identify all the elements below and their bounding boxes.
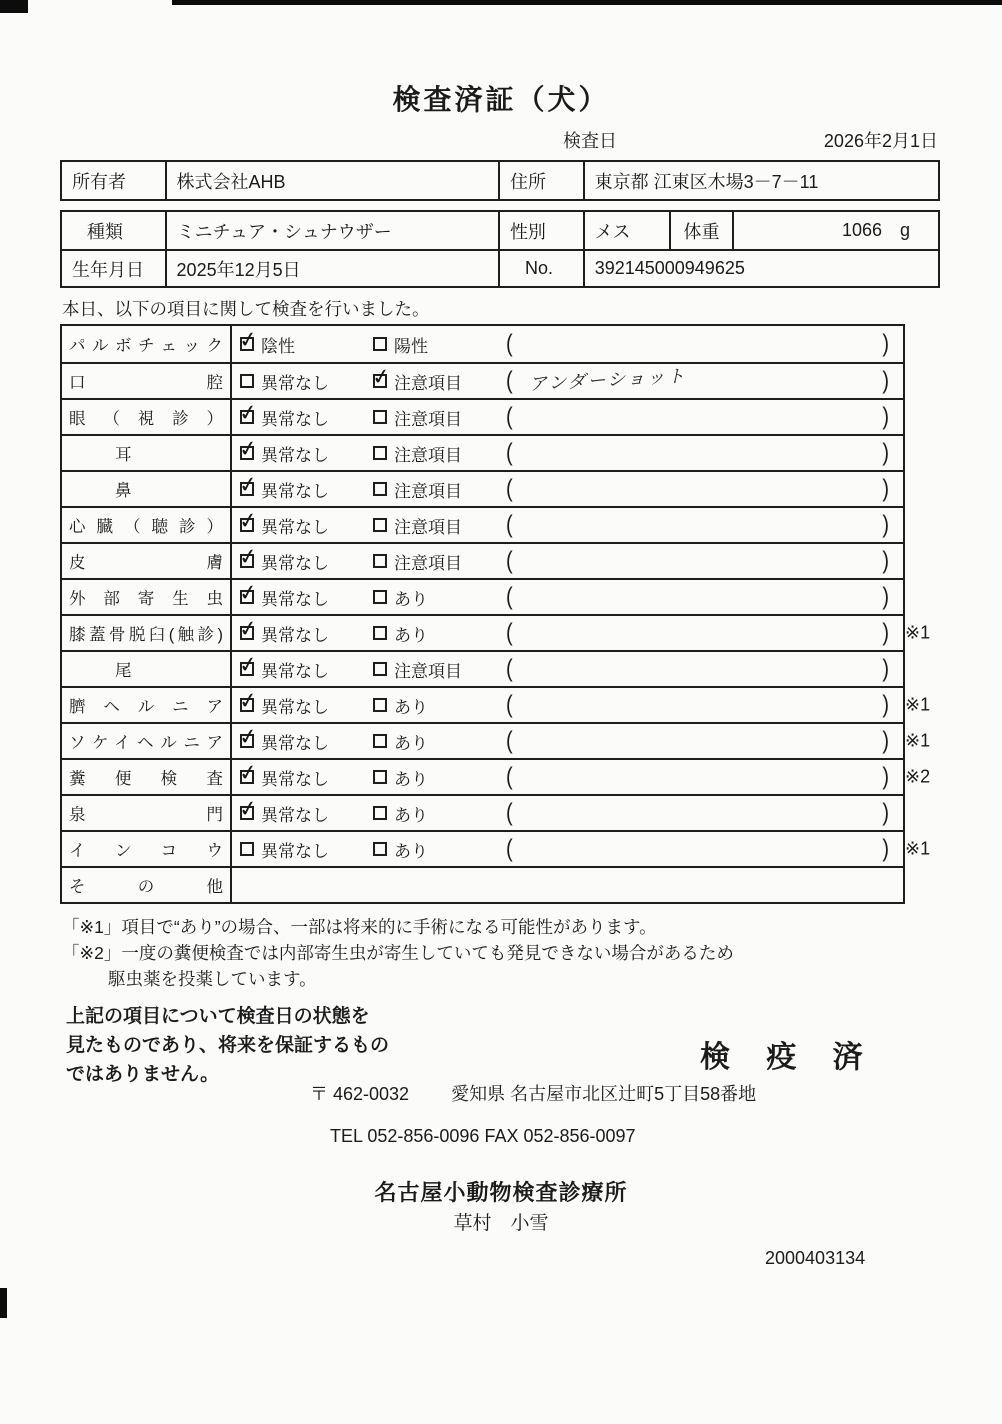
option-2 (373, 332, 506, 357)
reference-mark: ※1 (905, 838, 931, 859)
item-content-cell (232, 508, 903, 542)
paren-close-icon: ) (882, 762, 889, 791)
checkbox-icon (240, 770, 254, 784)
inspection-row (62, 542, 903, 578)
item-content-cell (232, 868, 903, 902)
item-content-cell (232, 326, 903, 362)
option-1 (240, 549, 373, 574)
inspection-row (62, 650, 903, 686)
item-name-cell (62, 472, 232, 506)
item-name: その他 (69, 878, 223, 896)
option-1 (240, 513, 373, 538)
option-1-label: 異常なし (261, 805, 329, 825)
inspection-row (62, 722, 931, 758)
owner-row (62, 162, 938, 199)
inspection-row (62, 830, 931, 866)
remarks-area (506, 329, 903, 358)
option-2 (373, 549, 506, 574)
option-2-label: 陽性 (394, 336, 428, 356)
paren-open-icon: ( (506, 546, 513, 575)
breed-row (62, 212, 938, 249)
inspection-row (62, 326, 903, 362)
animal-table (60, 210, 940, 288)
checkbox-icon (373, 410, 387, 424)
checkbox-icon (373, 626, 387, 640)
option-2-label: 注意項目 (394, 517, 462, 537)
quarantine-stamp: 検 疫 済 (700, 1041, 877, 1074)
remarks-area (506, 546, 903, 575)
option-1 (240, 729, 373, 754)
checkbox-icon (240, 626, 254, 640)
item-name-cell (62, 724, 232, 758)
remarks-area (506, 402, 903, 431)
page-title: 検査済証（犬） (392, 84, 610, 115)
paren-open-icon: ( (506, 762, 513, 791)
option-2 (373, 729, 506, 754)
clinic-address-line (310, 1080, 756, 1106)
option-1 (240, 332, 373, 357)
item-name: 口腔 (69, 374, 223, 392)
option-2 (373, 765, 506, 790)
checkbox-icon (240, 842, 254, 856)
inspection-row (62, 866, 903, 902)
option-1-label: 異常なし (261, 553, 329, 573)
remarks-area (506, 690, 903, 719)
paren-close-icon: ) (882, 690, 889, 719)
remarks-area (506, 438, 903, 467)
address-label: 住所 (500, 162, 585, 199)
option-2-label: 注意項目 (394, 445, 462, 465)
checkbox-icon (373, 337, 387, 351)
option-1-label: 異常なし (261, 409, 329, 429)
option-1-label: 陰性 (261, 336, 295, 356)
option-2-label: 注意項目 (394, 553, 462, 573)
inspection-row (62, 794, 903, 830)
item-content-cell (232, 832, 903, 866)
weight-label: 体重 (671, 212, 734, 249)
option-2-label: 注意項目 (394, 373, 462, 393)
paren-close-icon: ) (882, 510, 889, 539)
option-1 (240, 621, 373, 646)
footnote-1: 「※1」項目で“あり”の場合、一部は将来的に手術になる可能性があります。 (62, 917, 657, 937)
checkbox-icon (240, 410, 254, 424)
paren-open-icon: ( (506, 402, 513, 431)
item-content-cell (232, 688, 903, 722)
option-1 (240, 477, 373, 502)
item-content-cell (232, 364, 903, 398)
item-name-cell (62, 544, 232, 578)
checkbox-icon (373, 662, 387, 676)
option-2-label: あり (394, 697, 428, 717)
checkbox-icon (373, 734, 387, 748)
handwritten-note: アンダーショット (528, 365, 687, 395)
item-name-cell (62, 832, 232, 866)
paren-close-icon: ) (882, 474, 889, 503)
option-2-label: あり (394, 769, 428, 789)
option-2 (373, 513, 506, 538)
breed-label: 種類 (62, 212, 167, 249)
item-name: 心臓（聴診） (69, 518, 223, 536)
item-name-cell (62, 616, 232, 650)
option-1-label: 異常なし (261, 481, 329, 501)
paren-close-icon: ) (882, 582, 889, 611)
item-name-cell (62, 400, 232, 434)
checkbox-icon (240, 590, 254, 604)
option-2-label: 注意項目 (394, 481, 462, 501)
disclaimer-line-3: ではありません。 (66, 1064, 220, 1085)
inspection-table (60, 324, 931, 904)
option-1-label: 異常なし (261, 733, 329, 753)
item-name: 耳 (115, 446, 132, 464)
no-label: No. (500, 251, 585, 286)
item-name: ソケイヘルニア (69, 734, 223, 752)
option-1 (240, 837, 373, 862)
checkbox-icon (373, 770, 387, 784)
checkbox-icon (373, 518, 387, 532)
option-1-label: 異常なし (261, 841, 329, 861)
disclaimer-line-2: 見たものであり、将来を保証するもの (66, 1035, 390, 1056)
item-name-cell (62, 436, 232, 470)
paren-open-icon: ( (506, 798, 513, 827)
paren-close-icon: ) (882, 366, 889, 395)
checkbox-icon (373, 374, 387, 388)
item-name: 尾 (115, 662, 132, 680)
option-2-label: あり (394, 625, 428, 645)
reference-mark: ※2 (905, 766, 931, 787)
paren-open-icon: ( (506, 834, 513, 863)
clinic-address: 愛知県 名古屋市北区辻町5丁目58番地 (451, 1084, 757, 1104)
option-1-label: 異常なし (261, 373, 329, 393)
checkbox-icon (240, 518, 254, 532)
checkbox-icon (240, 734, 254, 748)
checkbox-icon (373, 806, 387, 820)
inspection-row (62, 506, 903, 542)
option-1 (240, 657, 373, 682)
inspection-date-label: 検査日 (563, 131, 617, 151)
option-2-label: あり (394, 841, 428, 861)
inspection-date-value: 2026年2月1日 (823, 131, 938, 151)
item-content-cell (232, 796, 903, 830)
checkbox-icon (240, 374, 254, 388)
option-1 (240, 801, 373, 826)
remarks-area (506, 365, 903, 395)
item-name-cell (62, 326, 232, 362)
checkbox-icon (240, 446, 254, 460)
checkbox-icon (373, 590, 387, 604)
remarks-area (506, 834, 903, 863)
no-value: 392145000949625 (594, 258, 745, 278)
owner-label: 所有者 (62, 162, 167, 199)
item-name: パルボチェック (69, 337, 223, 355)
paren-close-icon: ) (882, 546, 889, 575)
item-name: インコウ (69, 842, 223, 860)
item-name-cell (62, 760, 232, 794)
item-name-cell (62, 796, 232, 830)
footnote-3: 駆虫薬を投薬しています。 (108, 969, 317, 989)
reference-mark: ※1 (905, 730, 931, 751)
checkbox-icon (240, 698, 254, 712)
item-name: 糞便検査 (69, 770, 223, 788)
item-name: 臍ヘルニア (69, 698, 223, 716)
option-1 (240, 693, 373, 718)
option-1-label: 異常なし (261, 589, 329, 609)
scan-artifact-corner (0, 0, 28, 13)
veterinarian-name: 草村 小雪 (453, 1213, 549, 1234)
remarks-area (506, 618, 903, 647)
checkbox-icon (240, 482, 254, 496)
paren-close-icon: ) (882, 798, 889, 827)
item-content-cell (232, 436, 903, 470)
owner-value: 株式会社AHB (167, 162, 500, 199)
owner-table (60, 160, 940, 201)
paren-open-icon: ( (506, 726, 513, 755)
item-content-cell (232, 544, 903, 578)
paren-open-icon: ( (506, 366, 513, 395)
paren-close-icon: ) (882, 618, 889, 647)
option-2 (373, 693, 506, 718)
item-name: 眼（視診） (69, 410, 223, 428)
footnote-2: 「※2」一度の糞便検査では内部寄生虫が寄生していても発見できない場合があるため (62, 943, 734, 963)
paren-close-icon: ) (882, 438, 889, 467)
inspection-row (62, 758, 931, 794)
item-name: 泉門 (69, 806, 223, 824)
checkbox-icon (373, 482, 387, 496)
paren-open-icon: ( (506, 438, 513, 467)
paren-open-icon: ( (506, 654, 513, 683)
reference-mark: ※1 (905, 622, 931, 643)
item-name-cell (62, 580, 232, 614)
remarks-area (506, 654, 903, 683)
remarks-area (506, 762, 903, 791)
item-content-cell (232, 616, 903, 650)
item-name: 外部寄生虫 (69, 590, 223, 608)
weight-unit: g (899, 220, 910, 240)
remarks-area (506, 510, 903, 539)
option-2-label: 注意項目 (394, 409, 462, 429)
checkbox-icon (240, 806, 254, 820)
serial-number: 2000403134 (765, 1248, 866, 1268)
remarks-area (506, 474, 903, 503)
item-content-cell (232, 580, 903, 614)
inspection-row (62, 434, 903, 470)
disclaimer-line-1: 上記の項目について検査日の状態を (66, 1006, 370, 1027)
reference-mark: ※1 (905, 694, 931, 715)
item-name-cell (62, 652, 232, 686)
checkbox-icon (240, 554, 254, 568)
option-2 (373, 477, 506, 502)
inspection-row (62, 686, 931, 722)
checkbox-icon (373, 554, 387, 568)
paren-open-icon: ( (506, 510, 513, 539)
weight-value: 1066 (841, 220, 882, 240)
option-1 (240, 405, 373, 430)
clinic-name: 名古屋小動物検査診療所 (374, 1180, 628, 1205)
option-2 (373, 585, 506, 610)
item-name-cell (62, 868, 232, 902)
option-1-label: 異常なし (261, 445, 329, 465)
option-2-label: あり (394, 589, 428, 609)
clinic-postal: 〒 462-0032 (310, 1084, 410, 1104)
item-content-cell (232, 472, 903, 506)
option-2 (373, 405, 506, 430)
option-1-label: 異常なし (261, 769, 329, 789)
option-2 (373, 441, 506, 466)
option-2 (373, 801, 506, 826)
option-2 (373, 837, 506, 862)
birth-label: 生年月日 (62, 251, 167, 286)
option-2-label: 注意項目 (394, 661, 462, 681)
checkbox-icon (373, 842, 387, 856)
clinic-tel: TEL 052-856-0096 FAX 052-856-0097 (330, 1126, 636, 1146)
remarks-area (506, 798, 903, 827)
option-1 (240, 369, 373, 394)
weight-cell (734, 212, 938, 249)
inspection-row (62, 578, 903, 614)
paren-open-icon: ( (506, 582, 513, 611)
option-1 (240, 765, 373, 790)
paren-open-icon: ( (506, 329, 513, 358)
option-2-label: あり (394, 805, 428, 825)
item-name: 鼻 (115, 482, 132, 500)
sex-label: 性別 (500, 212, 585, 249)
item-name: 皮膚 (69, 554, 223, 572)
paren-open-icon: ( (506, 474, 513, 503)
paren-open-icon: ( (506, 618, 513, 647)
option-1 (240, 441, 373, 466)
breed-value: ミニチュア・シュナウザー (167, 212, 500, 249)
option-2 (373, 369, 506, 394)
item-content-cell (232, 724, 903, 758)
inspection-row (62, 470, 903, 506)
item-name: 膝蓋骨脱臼(触診) (69, 626, 223, 644)
paren-close-icon: ) (882, 834, 889, 863)
paren-close-icon: ) (882, 654, 889, 683)
item-name-cell (62, 364, 232, 398)
inspection-row (62, 362, 903, 398)
option-1-label: 異常なし (261, 625, 329, 645)
paren-close-icon: ) (882, 726, 889, 755)
option-1-label: 異常なし (261, 517, 329, 537)
scan-artifact-left (0, 1288, 7, 1318)
option-2 (373, 657, 506, 682)
checkbox-icon (240, 337, 254, 351)
remarks-area (506, 726, 903, 755)
option-1-label: 異常なし (261, 697, 329, 717)
option-2 (373, 621, 506, 646)
birth-value: 2025年12月5日 (167, 251, 500, 286)
scan-artifact-top (172, 0, 1002, 5)
inspection-row (62, 614, 931, 650)
inspection-date-row (563, 127, 938, 153)
address-value: 東京都 江東区木場3－7－11 (594, 171, 819, 192)
option-1 (240, 585, 373, 610)
intro-text: 本日、以下の項目に関して検査を行いました。 (62, 299, 430, 319)
item-content-cell (232, 652, 903, 686)
option-1-label: 異常なし (261, 661, 329, 681)
item-content-cell (232, 760, 903, 794)
option-2-label: あり (394, 733, 428, 753)
item-name-cell (62, 688, 232, 722)
sex-value: メス (585, 212, 672, 249)
item-name-cell (62, 508, 232, 542)
remarks-area (506, 582, 903, 611)
birth-row (62, 249, 938, 286)
checkbox-icon (373, 698, 387, 712)
inspection-row (62, 398, 903, 434)
paren-open-icon: ( (506, 690, 513, 719)
paren-close-icon: ) (882, 329, 889, 358)
item-content-cell (232, 400, 903, 434)
paren-close-icon: ) (882, 402, 889, 431)
checkbox-icon (240, 662, 254, 676)
checkbox-icon (373, 446, 387, 460)
